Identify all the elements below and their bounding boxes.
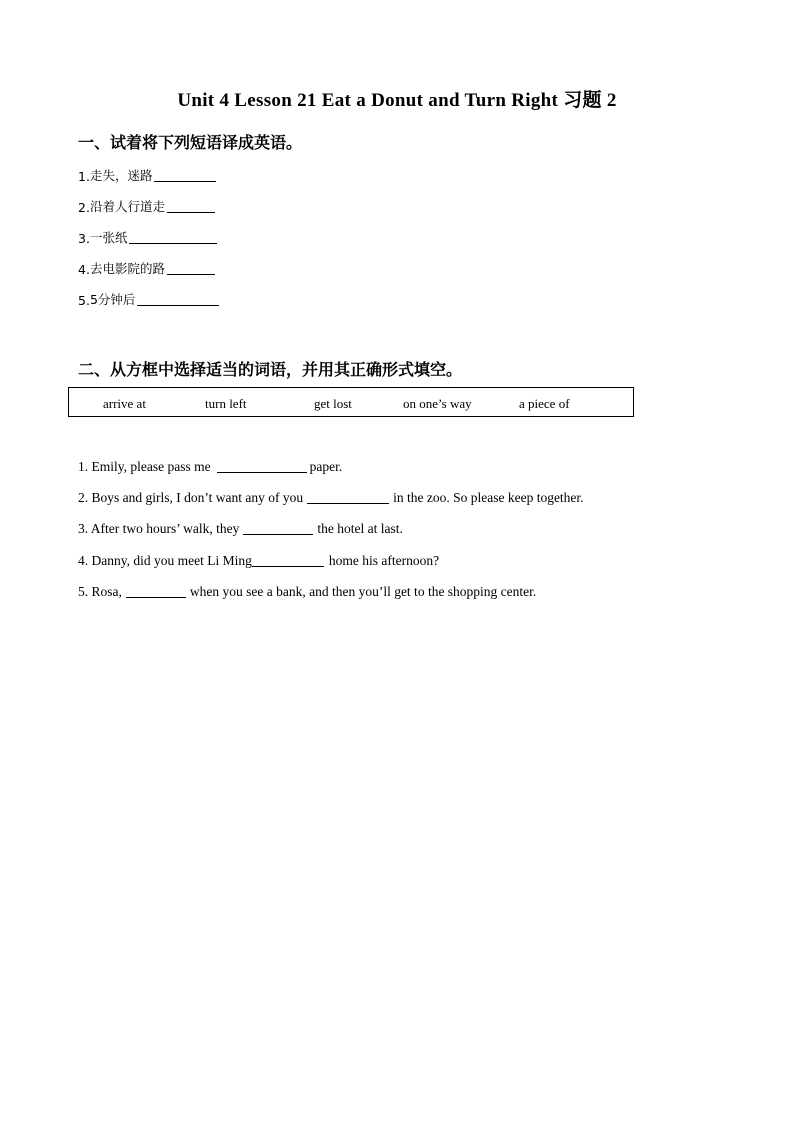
translation-item-5 (78, 290, 221, 308)
sentence-after: when you see a bank, and then you’ll get to the shopping center. (189, 584, 537, 599)
answer-blank[interactable] (137, 291, 219, 306)
fill-blank-item-1 (78, 458, 342, 475)
item-number: 1. (78, 169, 90, 184)
word-bank-option: arrive at (103, 396, 146, 411)
sentence-before: 2. Boys and girls, I don’t want any of you (78, 490, 304, 505)
answer-blank[interactable] (243, 520, 313, 535)
item-text: 5分钟后 (89, 292, 136, 307)
sentence-after: in the zoo. So please keep together. (393, 490, 584, 505)
sentence-before: 4. Danny, did you meet Li Ming (78, 553, 252, 568)
translation-item-1 (78, 166, 218, 184)
sentence-after: home his afternoon? (328, 553, 440, 568)
fill-blank-item-5 (78, 583, 536, 600)
section1-heading: 一、试着将下列短语译成英语。 (78, 133, 303, 152)
item-text: 一张纸 (89, 230, 128, 245)
answer-blank[interactable] (252, 552, 324, 567)
page-title: Unit 4 Lesson 21 Eat a Donut and Turn Right 习题 2 (177, 90, 617, 111)
section2-heading: 二、从方框中选择适当的词语，并用其正确形式填空。 (78, 360, 463, 379)
word-bank-option: on one’s way (403, 396, 472, 411)
answer-blank[interactable] (167, 260, 215, 275)
answer-blank[interactable] (129, 229, 217, 244)
answer-blank[interactable] (167, 198, 215, 213)
answer-blank[interactable] (307, 489, 389, 504)
sentence-after: the hotel at last. (317, 521, 403, 536)
answer-blank[interactable] (217, 458, 307, 473)
fill-blank-item-3 (78, 520, 403, 537)
answer-blank[interactable] (126, 583, 186, 598)
item-number: 2. (78, 200, 90, 215)
sentence-before: 3. After two hours’ walk, they (78, 521, 240, 536)
sentence-before: 5. Rosa, (78, 584, 122, 599)
word-bank-option: get lost (314, 396, 352, 411)
word-bank-box (68, 387, 634, 417)
word-bank-option: turn left (205, 396, 247, 411)
translation-item-3 (78, 228, 219, 246)
sentence-after: paper. (309, 459, 343, 474)
sentence-before: 1. Emily, please pass me (78, 459, 211, 474)
item-number: 3. (78, 231, 90, 246)
item-text: 走失，迷路 (89, 168, 153, 183)
translation-item-2 (78, 197, 217, 215)
answer-blank[interactable] (154, 167, 216, 182)
fill-blank-item-4 (78, 552, 439, 569)
item-text: 去电影院的路 (89, 261, 165, 276)
word-bank-option: a piece of (519, 396, 570, 411)
item-number: 4. (78, 262, 90, 277)
item-text: 沿着人行道走 (89, 199, 165, 214)
item-number: 5. (78, 293, 90, 308)
translation-item-4 (78, 259, 217, 277)
fill-blank-item-2 (78, 489, 584, 506)
